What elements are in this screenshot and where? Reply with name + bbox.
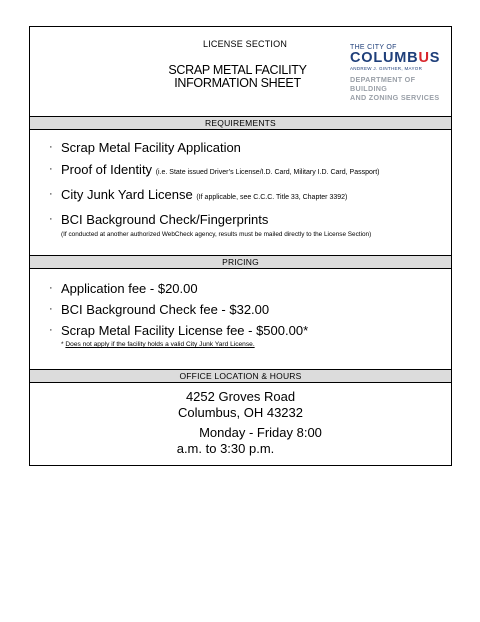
bullet-icon: · <box>49 324 53 336</box>
logo-dept-line-1: DEPARTMENT OF BUILDING <box>350 75 416 93</box>
price-text: Scrap Metal Facility License fee - $500.00* <box>61 323 309 338</box>
hours-line-1: Monday - Friday 8:00 <box>199 425 322 440</box>
logo-mayor: ANDREW J. GINTHER, MAYOR <box>350 66 423 71</box>
requirement-note: (If applicable, see C.C.C. Title 33, Chapter 3392) <box>196 194 348 201</box>
pricing-list <box>30 281 451 352</box>
bullet-icon: · <box>49 188 53 200</box>
list-item <box>30 187 451 205</box>
hours-line-2: a.m. to 3:30 p.m. <box>176 441 275 456</box>
list-item <box>30 323 451 352</box>
logo-columbus-end: S <box>429 50 441 66</box>
requirements-section <box>30 130 451 255</box>
note-text: Does not apply if the facility holds a valid City Junk Yard License. <box>65 341 255 348</box>
information-sheet <box>29 26 452 466</box>
city-logo <box>350 44 450 102</box>
list-item <box>30 162 451 180</box>
logo-columbus-main: COLUMB <box>350 50 419 66</box>
list-item <box>30 281 451 296</box>
requirement-note: (i.e. State issued Driver’s License/I.D. Card, Military I.D. Card, Passport) <box>155 169 380 176</box>
pricing-note <box>61 337 451 352</box>
address-line-2: Columbus, OH 43232 <box>177 405 303 420</box>
bullet-icon: · <box>49 213 53 225</box>
logo-columbus <box>350 51 450 65</box>
title-line-2: INFORMATION SHEET <box>174 76 301 90</box>
pricing-section <box>30 269 451 369</box>
bullet-icon: · <box>49 303 53 315</box>
list-item <box>30 140 451 155</box>
office-heading: OFFICE LOCATION & HOURS <box>30 369 451 383</box>
bullet-icon: · <box>49 141 53 153</box>
title-line-1: SCRAP METAL FACILITY <box>168 63 307 77</box>
list-item <box>30 212 451 242</box>
requirements-list <box>30 140 451 242</box>
bullet-icon: · <box>49 282 53 294</box>
office-section <box>30 383 451 457</box>
requirement-text: BCI Background Check/Fingerprints <box>61 212 269 227</box>
pricing-heading: PRICING <box>30 255 451 269</box>
logo-city-of: THE CITY OF <box>350 44 397 51</box>
address-line-1: 4252 Groves Road <box>185 389 296 404</box>
section-label: LICENSE SECTION <box>203 39 288 49</box>
list-item <box>30 302 451 317</box>
logo-dept-line-2: AND ZONING SERVICES <box>350 93 440 102</box>
price-text: Application fee - $20.00 <box>61 281 198 296</box>
requirement-text: City Junk Yard License <box>61 187 193 202</box>
bci-subnote: (If conducted at another authorized WebCheck agency, results must be mailed directly to the License Section) <box>61 231 372 238</box>
requirement-text: Proof of Identity <box>61 162 153 177</box>
note-asterisk: * <box>61 341 66 348</box>
logo-columbus-accent: U <box>418 50 430 66</box>
logo-department <box>350 75 450 102</box>
sheet-header <box>30 27 451 117</box>
page-title <box>150 64 325 90</box>
price-text: BCI Background Check fee - $32.00 <box>61 302 270 317</box>
requirements-heading: REQUIREMENTS <box>30 117 451 130</box>
requirement-text: Scrap Metal Facility Application <box>61 140 241 155</box>
bullet-icon: · <box>49 163 53 175</box>
